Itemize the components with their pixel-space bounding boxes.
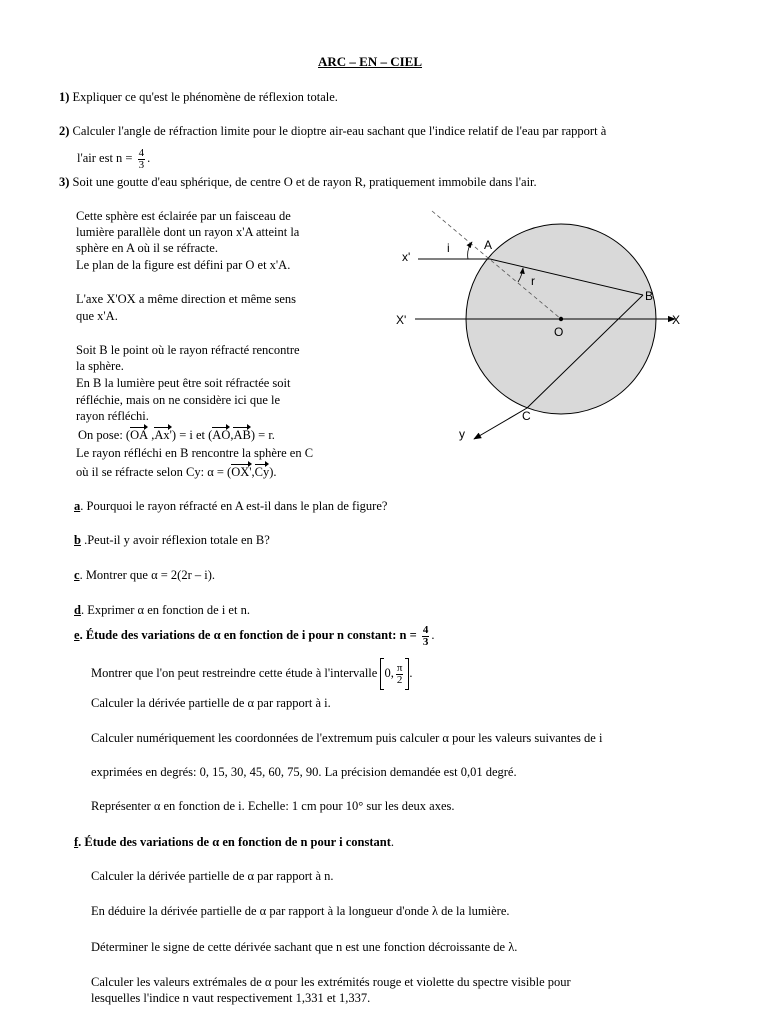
desc-line: que x'A. [76, 309, 118, 323]
question-number: 3) [59, 175, 70, 189]
vector-ab: AB [233, 428, 251, 442]
desc-line: Soit B le point où le rayon réfracté rencontre [76, 343, 300, 357]
label-B: B [645, 289, 654, 303]
desc-line: sphère en A où il se réfracte. [76, 241, 218, 255]
vector-ox: OX' [231, 465, 252, 479]
fraction-numerator: 4 [138, 146, 145, 159]
desc-line: Cette sphère est éclairée par un faisceau de [76, 209, 291, 223]
question-d [74, 602, 250, 618]
question-text: . Montrer que α = 2(2r – i). [79, 568, 216, 582]
question-text: Expliquer ce qu'est le phénomène de réflexion totale. [72, 90, 338, 104]
question-a [74, 498, 387, 514]
vector-ax: Ax' [154, 428, 172, 442]
emergent-ray [474, 408, 527, 439]
label-r: r [531, 274, 535, 288]
desc-line: rayon réfléchi. [76, 409, 149, 423]
label-A: A [484, 238, 493, 252]
question-text: . Étude des variations de α en fonction de n pour i constant [78, 835, 391, 849]
page-title: ARC – EN – CIEL [318, 54, 423, 69]
label-y: y [459, 427, 465, 441]
question-e-step2: Calculer la dérivée partielle de α par rapport à i. [91, 696, 331, 710]
text-fragment: où il se réfracte selon Cy: α = ( [76, 465, 232, 479]
question-f-step5: lesquelles l'indice n vaut respectivement 1,331 et 1,337. [91, 991, 371, 1005]
question-text: . Pourquoi le rayon réfracté en A est-il dans le plan de figure? [80, 499, 388, 513]
question-number: 2) [59, 124, 70, 138]
fraction [138, 148, 146, 171]
label-C: C [522, 409, 531, 423]
question-letter: c [74, 568, 80, 582]
vector-ao: AO [212, 428, 231, 442]
question-f-step3: Déterminer le signe de cette dérivée sachant que n est une fonction décroissante de λ. [91, 940, 518, 954]
question-f [74, 834, 394, 850]
text-fragment: ). [269, 465, 277, 479]
question-text: Calculer l'angle de réfraction limite pour le dioptre air-eau sachant que l'indice relatif de l'eau par rapport à [72, 124, 607, 138]
punctuation: . [147, 151, 151, 165]
question-1 [59, 89, 338, 105]
question-c [74, 567, 215, 583]
punctuation: . [431, 628, 435, 642]
desc-line: réfléchie, mais on ne considère ici que le [76, 393, 281, 407]
desc-line: En B la lumière peut être soit réfractée soit [76, 376, 291, 390]
center-point [559, 317, 563, 321]
question-f-step4: Calculer les valeurs extrémales de α pour les extrémités rouge et violette du spectre visible pour [91, 975, 571, 989]
fraction-denominator: 2 [396, 673, 403, 686]
question-text: . Étude des variations de α en fonction de i pour n constant: n = [79, 628, 417, 642]
step-text: Montrer que l'on peut restreindre cette étude à l'intervalle [91, 666, 378, 680]
desc-line: Le plan de la figure est défini par O et x'A. [76, 258, 291, 272]
question-letter: b [74, 533, 81, 547]
question-2-line2 [77, 143, 150, 173]
interval-start: 0, [384, 666, 394, 680]
punctuation: . [409, 666, 413, 680]
question-letter: a [74, 499, 81, 513]
label-i: i [447, 241, 450, 255]
question-e [74, 620, 434, 650]
question-text: l'air est n = [77, 151, 133, 165]
fraction [422, 625, 430, 648]
question-e-step4: exprimées en degrés: 0, 15, 30, 45, 60, 75, 90. La précision demandée est 0,01 degré. [91, 765, 517, 779]
fraction [396, 663, 404, 686]
question-f-step1: Calculer la dérivée partielle de α par rapport à n. [91, 869, 334, 883]
fraction-denominator: 3 [422, 635, 429, 648]
question-letter: e [74, 628, 80, 642]
label-X-prime: X' [396, 313, 407, 327]
label-O: O [554, 325, 564, 339]
desc-line: Le rayon réfléchi en B rencontre la sphère en C [76, 446, 314, 460]
fraction-denominator: 3 [138, 158, 145, 171]
question-e-step5: Représenter α en fonction de i. Echelle: 1 cm pour 10° sur les deux axes. [91, 799, 455, 813]
question-letter: f [74, 835, 79, 849]
question-text: .Peut-il y avoir réflexion totale en B? [80, 533, 270, 547]
vector-oa: OA [130, 428, 149, 442]
question-e-step3: Calculer numériquement les coordonnées de l'extremum puis calculer α pour les valeurs suivantes de i [91, 731, 603, 745]
text-fragment: On pose: ( [78, 428, 131, 442]
fraction-numerator: π [396, 661, 403, 674]
question-3 [59, 174, 537, 190]
text-fragment: ) = i et ( [171, 428, 213, 442]
desc-line: lumière parallèle dont un rayon x'A atteint la [76, 225, 300, 239]
desc-line: L'axe X'OX a même direction et même sens [76, 292, 297, 306]
label-x-prime: x' [402, 250, 411, 264]
question-b [74, 532, 270, 548]
question-2 [59, 123, 606, 139]
desc-line: la sphère. [76, 359, 124, 373]
label-X: X [672, 313, 681, 327]
desc-alpha-line: où il se réfracte selon Cy: α = (OX',Cy). [76, 465, 277, 479]
question-f-step2: En déduire la dérivée partielle de α par rapport à la longueur d'onde λ de la lumière. [91, 904, 510, 918]
fraction-numerator: 4 [422, 623, 429, 636]
vector-cy: Cy [254, 465, 270, 479]
question-letter: d [74, 603, 81, 617]
question-e-step1 [91, 657, 413, 690]
text-fragment: ) = r. [250, 428, 275, 442]
question-number: 1) [59, 90, 70, 104]
raindrop-figure [390, 205, 700, 445]
question-text: Soit une goutte d'eau sphérique, de centre O et de rayon R, pratiquement immobile dans l'air. [72, 175, 537, 189]
punctuation: . [390, 835, 394, 849]
desc-pose-line: On pose: (OA ,Ax') = i et (AO,AB) = r. [78, 428, 275, 442]
angle-i-arc [468, 242, 472, 259]
question-text: . Exprimer α en fonction de i et n. [80, 603, 250, 617]
